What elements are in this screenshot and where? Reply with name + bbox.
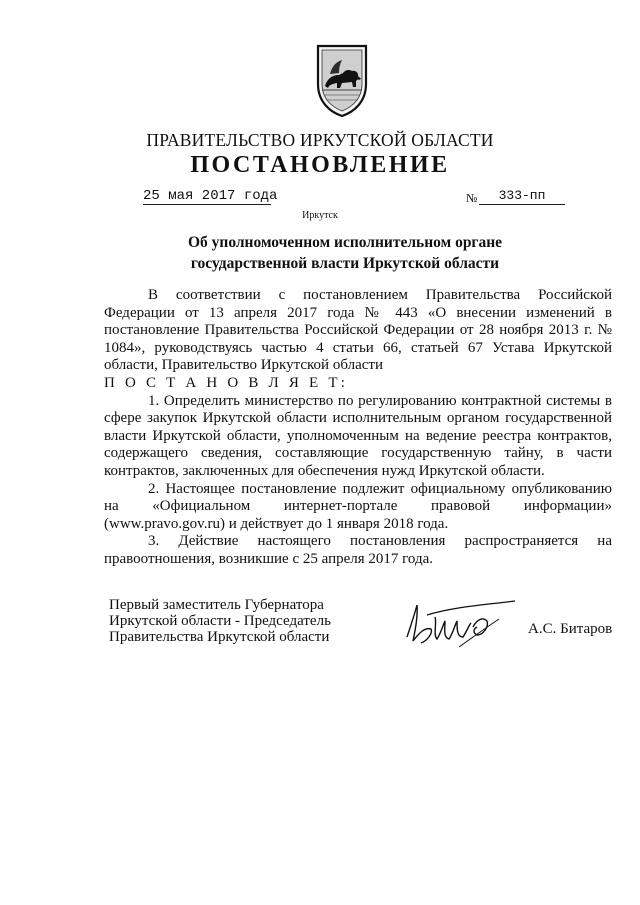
- preamble-paragraph: В соответствии с постановлением Правительства Российской Федерации от 13 апреля 2017 года № 443 «О внесении изменений в постановление Правительства Российской Федерации от 28 ноября 2013 г. № 1084», руководствуясь частью 4 статьи 66, статьей 67 Устава Иркутской области, Правительство Иркутской области: [104, 287, 612, 374]
- signer-position-line: Иркутской области - Председатель: [109, 613, 331, 629]
- document-date: 25 мая 2017 года: [143, 188, 278, 204]
- item-paragraph-2: 2. Настоящее постановление подлежит официальному опубликованию на «Официальном интернет-портале правовой информации» (www.pravo.gov.ru) и действует до 1 января 2018 года.: [104, 480, 612, 532]
- signer-position: [109, 597, 331, 645]
- coat-of-arms-icon: [312, 40, 372, 118]
- item-paragraph-3: 3. Действие настоящего постановления распространяется на правоотношения, возникшие с 25 апреля 2017 года.: [104, 533, 612, 567]
- city-name: Иркутск: [302, 210, 338, 221]
- signer-name: А.С. Битаров: [528, 621, 613, 637]
- document-type-title: ПОСТАНОВЛЕНИЕ: [190, 152, 450, 178]
- handwritten-signature-icon: [403, 597, 523, 649]
- document-body: [104, 287, 612, 569]
- number-sign: №: [466, 191, 478, 205]
- item-paragraph-1: 1. Определить министерство по регулированию контрактной системы в сфере закупок Иркутской области исполнительным органом государственной власти Иркутской области, уполномоченным на ведение реестра контрактов, содержащего сведения, составляющие государственную тайну, в части контрактов, заключенных для обеспечения нужд Иркутской области.: [104, 392, 612, 479]
- resolves-heading: П О С Т А Н О В Л Я Е Т:: [104, 374, 349, 391]
- signer-position-line: Первый заместитель Губернатора: [109, 597, 324, 613]
- government-name: ПРАВИТЕЛЬСТВО ИРКУТСКОЙ ОБЛАСТИ: [146, 130, 494, 150]
- document-subject: Об уполномоченном исполнительном органе государственной власти Иркутской области: [187, 234, 503, 272]
- document-number: 333-пп: [479, 188, 565, 205]
- signer-position-line: Правительства Иркутской области: [109, 629, 330, 645]
